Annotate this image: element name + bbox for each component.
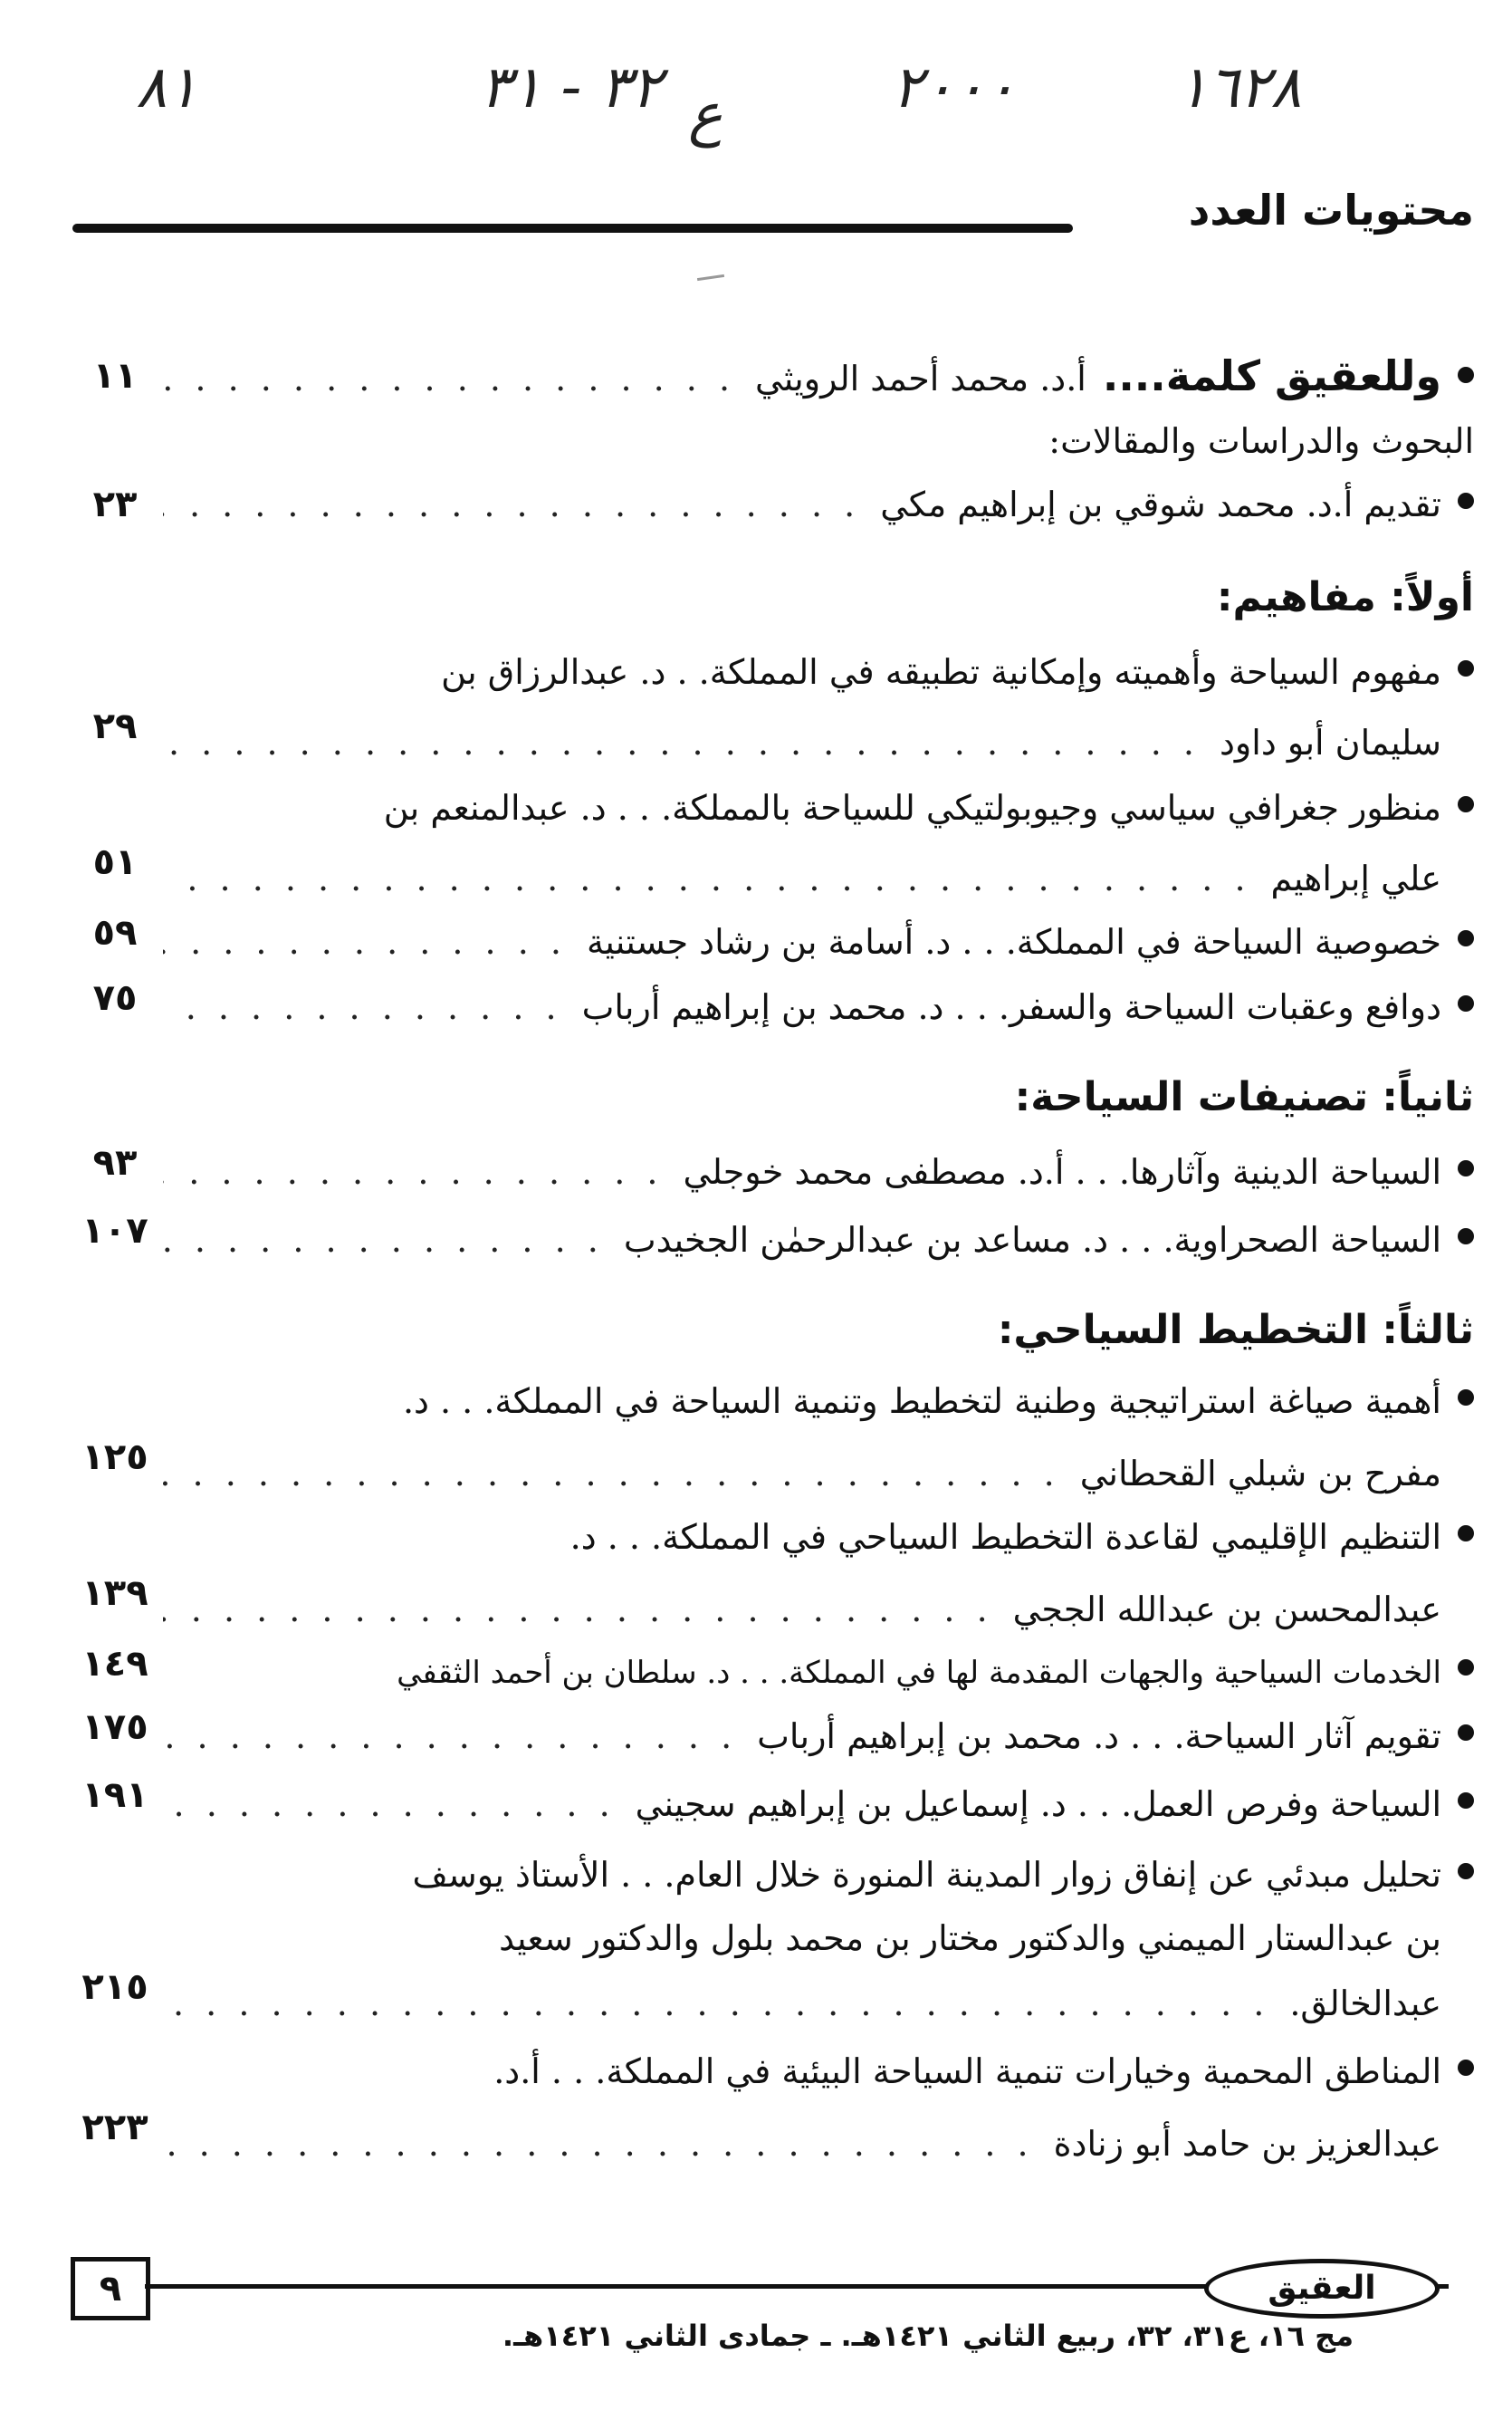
entry-line: المناطق المحمية وخيارات تنمية السياحة البيئية في المملكة. . . أ.د.	[493, 2051, 1441, 2091]
leader-dots	[163, 1445, 1080, 1503]
entry-line: علي إبراهيم	[1270, 859, 1441, 898]
bullet-icon	[1458, 930, 1474, 946]
toc-entry-continued	[163, 2115, 1474, 2173]
footer-page-number: ٩	[71, 2257, 150, 2320]
stray-mark	[697, 274, 724, 281]
journal-logo: العقيق	[1204, 2259, 1440, 2319]
bullet-icon	[1458, 2060, 1474, 2076]
leader-dots	[163, 475, 880, 533]
toc-row	[0, 1775, 1474, 1833]
toc-entry	[163, 347, 1474, 408]
intro-author: أ.د. محمد أحمد الرويثي	[755, 359, 1086, 399]
research-heading: البحوث والدراسات والمقالات:	[1048, 421, 1474, 461]
leader-dots	[163, 978, 582, 1036]
toc-entry-continued	[163, 714, 1474, 772]
toc-entry	[109, 1508, 1474, 1566]
toc-entry	[163, 1211, 1474, 1269]
page-number: ١١	[92, 355, 138, 397]
page-number: ٥٩	[92, 912, 138, 954]
handwritten-left-note: ٨١	[136, 54, 198, 121]
page-number: ٢٣	[92, 484, 138, 525]
toc-row	[0, 1909, 1474, 1967]
bullet-icon	[1458, 1389, 1474, 1406]
toc-row	[0, 706, 1474, 772]
bullet-icon	[1458, 493, 1474, 509]
leader-dots	[163, 913, 587, 971]
entry-line: سليمان أبو داود	[1219, 723, 1441, 763]
handwritten-ref-note: ٣٢ - ٣١	[480, 54, 663, 121]
page-number: ٢٢٣	[81, 2107, 148, 2148]
toc-row	[0, 1436, 1474, 1503]
bullet-icon	[1458, 1863, 1474, 1879]
page-number: ١٩١	[81, 1774, 148, 1816]
toc-entry	[109, 643, 1474, 701]
toc-entry	[109, 779, 1474, 837]
toc-row	[0, 2042, 1474, 2100]
toc-row	[0, 1143, 1474, 1201]
section-heading-planning: ثالثاً: التخطيط السياحي:	[997, 1307, 1474, 1353]
entry-line: منظور جغرافي سياسي وجيوبولتيكي للسياحة بالمملكة. . . د. عبدالمنعم بن	[383, 788, 1441, 828]
bullet-icon	[1458, 1525, 1474, 1541]
entry-line: مفهوم السياحة وأهميته وإمكانية تطبيقه في المملكة. . د. عبدالرزاق بن	[441, 652, 1441, 692]
entry-line: السياحة الدينية وآثارها. . . أ.د. مصطفى محمد خوجلي	[683, 1152, 1441, 1192]
entry-line: تحليل مبدئي عن إنفاق زوار المدينة المنورة خلال العام. . . الأستاذ يوسف	[412, 1855, 1441, 1895]
toc-entry	[163, 1775, 1474, 1833]
page-number: ٢١٥	[81, 1966, 148, 2008]
bullet-icon	[1458, 796, 1474, 812]
page-number: ٩٣	[92, 1142, 138, 1184]
intro-title: وللعقيق كلمة....	[1102, 351, 1441, 400]
toc-entry	[172, 2042, 1474, 2100]
leader-dots	[163, 1580, 1013, 1638]
toc-entry	[163, 1143, 1474, 1201]
toc-row	[0, 1966, 1474, 2032]
toc-entry	[163, 913, 1474, 971]
preface-text: تقديم أ.د. محمد شوقي بن إبراهيم مكي	[880, 485, 1441, 524]
toc-row	[0, 1372, 1474, 1430]
toc-row-intro	[0, 347, 1474, 405]
entry-line: السياحة الصحراوية. . . د. مساعد بن عبدالرحمٰن الجخيدب	[623, 1220, 1441, 1260]
toc-row	[0, 1644, 1474, 1702]
bullet-icon	[1458, 367, 1474, 383]
entry-line: التنظيم الإقليمي لقاعدة التخطيط السياحي في المملكة. . . د.	[569, 1517, 1441, 1557]
leader-dots	[163, 350, 755, 408]
header-rule	[72, 224, 1073, 233]
toc-row	[0, 978, 1474, 1036]
leader-dots	[163, 714, 1220, 772]
page-number: ١٧٥	[81, 1706, 148, 1748]
toc-entry-continued	[163, 1580, 1474, 1638]
bullet-icon	[1458, 995, 1474, 1012]
entry-line: دوافع وعقبات السياحة والسفر. . . د. محمد بن إبراهيم أرباب	[581, 987, 1441, 1027]
bullet-icon	[1458, 660, 1474, 677]
entry-line: تقويم آثار السياحة. . . د. محمد بن إبراهيم أرباب	[757, 1716, 1441, 1756]
toc-row	[0, 779, 1474, 837]
handwritten-letter-note: ع	[688, 82, 723, 149]
handwritten-number-note: ١٦٢٨	[1177, 54, 1302, 121]
toc-entry	[172, 1644, 1474, 1702]
toc-row	[0, 841, 1474, 908]
entry-line: السياحة وفرص العمل. . . د. إسماعيل بن إبراهيم سجيني	[635, 1784, 1441, 1824]
page-number: ١٤٩	[81, 1643, 148, 1685]
page-title: محتويات العدد	[1188, 186, 1474, 235]
leader-dots	[163, 1143, 684, 1201]
toc-row-preface	[0, 475, 1474, 533]
leader-dots	[163, 1211, 624, 1269]
toc-entry-continued	[172, 1909, 1474, 1967]
entry-line: أهمية صياغة استراتيجية وطنية لتخطيط وتنمية السياحة في المملكة. . . د.	[402, 1381, 1441, 1421]
toc-row	[0, 1572, 1474, 1638]
toc-row	[0, 1211, 1474, 1269]
bullet-icon	[1458, 1724, 1474, 1741]
toc-row	[0, 2107, 1474, 2173]
leader-dots	[163, 1974, 1289, 2032]
bullet-icon	[1458, 1792, 1474, 1809]
page-number: ٢٩	[92, 706, 138, 747]
toc-row	[0, 1508, 1474, 1566]
page-number: ١٢٥	[81, 1436, 148, 1478]
toc-row	[0, 913, 1474, 971]
bullet-icon	[1458, 1659, 1474, 1676]
leader-dots	[163, 1775, 636, 1833]
leader-dots	[163, 850, 1271, 908]
entry-line: عبدالعزيز بن حامد أبو زنادة	[1053, 2124, 1441, 2164]
entry-line: عبدالمحسن بن عبدالله الججي	[1012, 1589, 1441, 1629]
bullet-icon	[1458, 1160, 1474, 1176]
toc-entry-continued	[163, 1445, 1474, 1503]
toc-row	[0, 643, 1474, 701]
page-number: ١٠٧	[81, 1210, 148, 1252]
page-number: ١٣٩	[81, 1572, 148, 1614]
toc-entry-continued	[163, 1974, 1474, 2032]
leader-dots	[163, 2115, 1054, 2173]
bullet-icon	[1458, 1228, 1474, 1244]
toc-row	[0, 1707, 1474, 1765]
section-heading-classifications: ثانياً: تصنيفات السياحة:	[1014, 1074, 1474, 1120]
page-number: ٧٥	[92, 977, 138, 1019]
toc-row	[0, 1846, 1474, 1904]
toc-entry	[163, 978, 1474, 1036]
toc-entry-continued	[163, 850, 1474, 908]
handwritten-year-note: ٢٠٠٠	[892, 54, 1017, 121]
entry-line: الخدمات السياحية والجهات المقدمة لها في المملكة. . . د. سلطان بن أحمد الثقفي	[397, 1655, 1441, 1691]
entry-line: بن عبدالستار الميمني والدكتور مختار بن محمد بلول والدكتور سعيد	[499, 1918, 1441, 1958]
toc-entry	[163, 1707, 1474, 1765]
entry-line: خصوصية السياحة في المملكة. . . د. أسامة بن رشاد جستنية	[586, 922, 1441, 962]
leader-dots	[163, 1707, 757, 1765]
entry-line: عبدالخالق.	[1289, 1983, 1441, 2023]
toc-entry	[172, 1846, 1474, 1904]
entry-line: مفرح بن شبلي القحطاني	[1079, 1454, 1441, 1493]
toc-entry	[109, 1372, 1474, 1430]
section-heading-concepts: أولاً: مفاهيم:	[1216, 574, 1474, 620]
toc-entry	[163, 475, 1474, 533]
footer-issue-info: مج ١٦، ع٣١، ٣٢، ربيع الثاني ١٤٢١هـ. ـ جمادى الثاني ١٤٢١هـ.	[502, 2319, 1354, 2353]
page-number: ٥١	[92, 841, 138, 883]
